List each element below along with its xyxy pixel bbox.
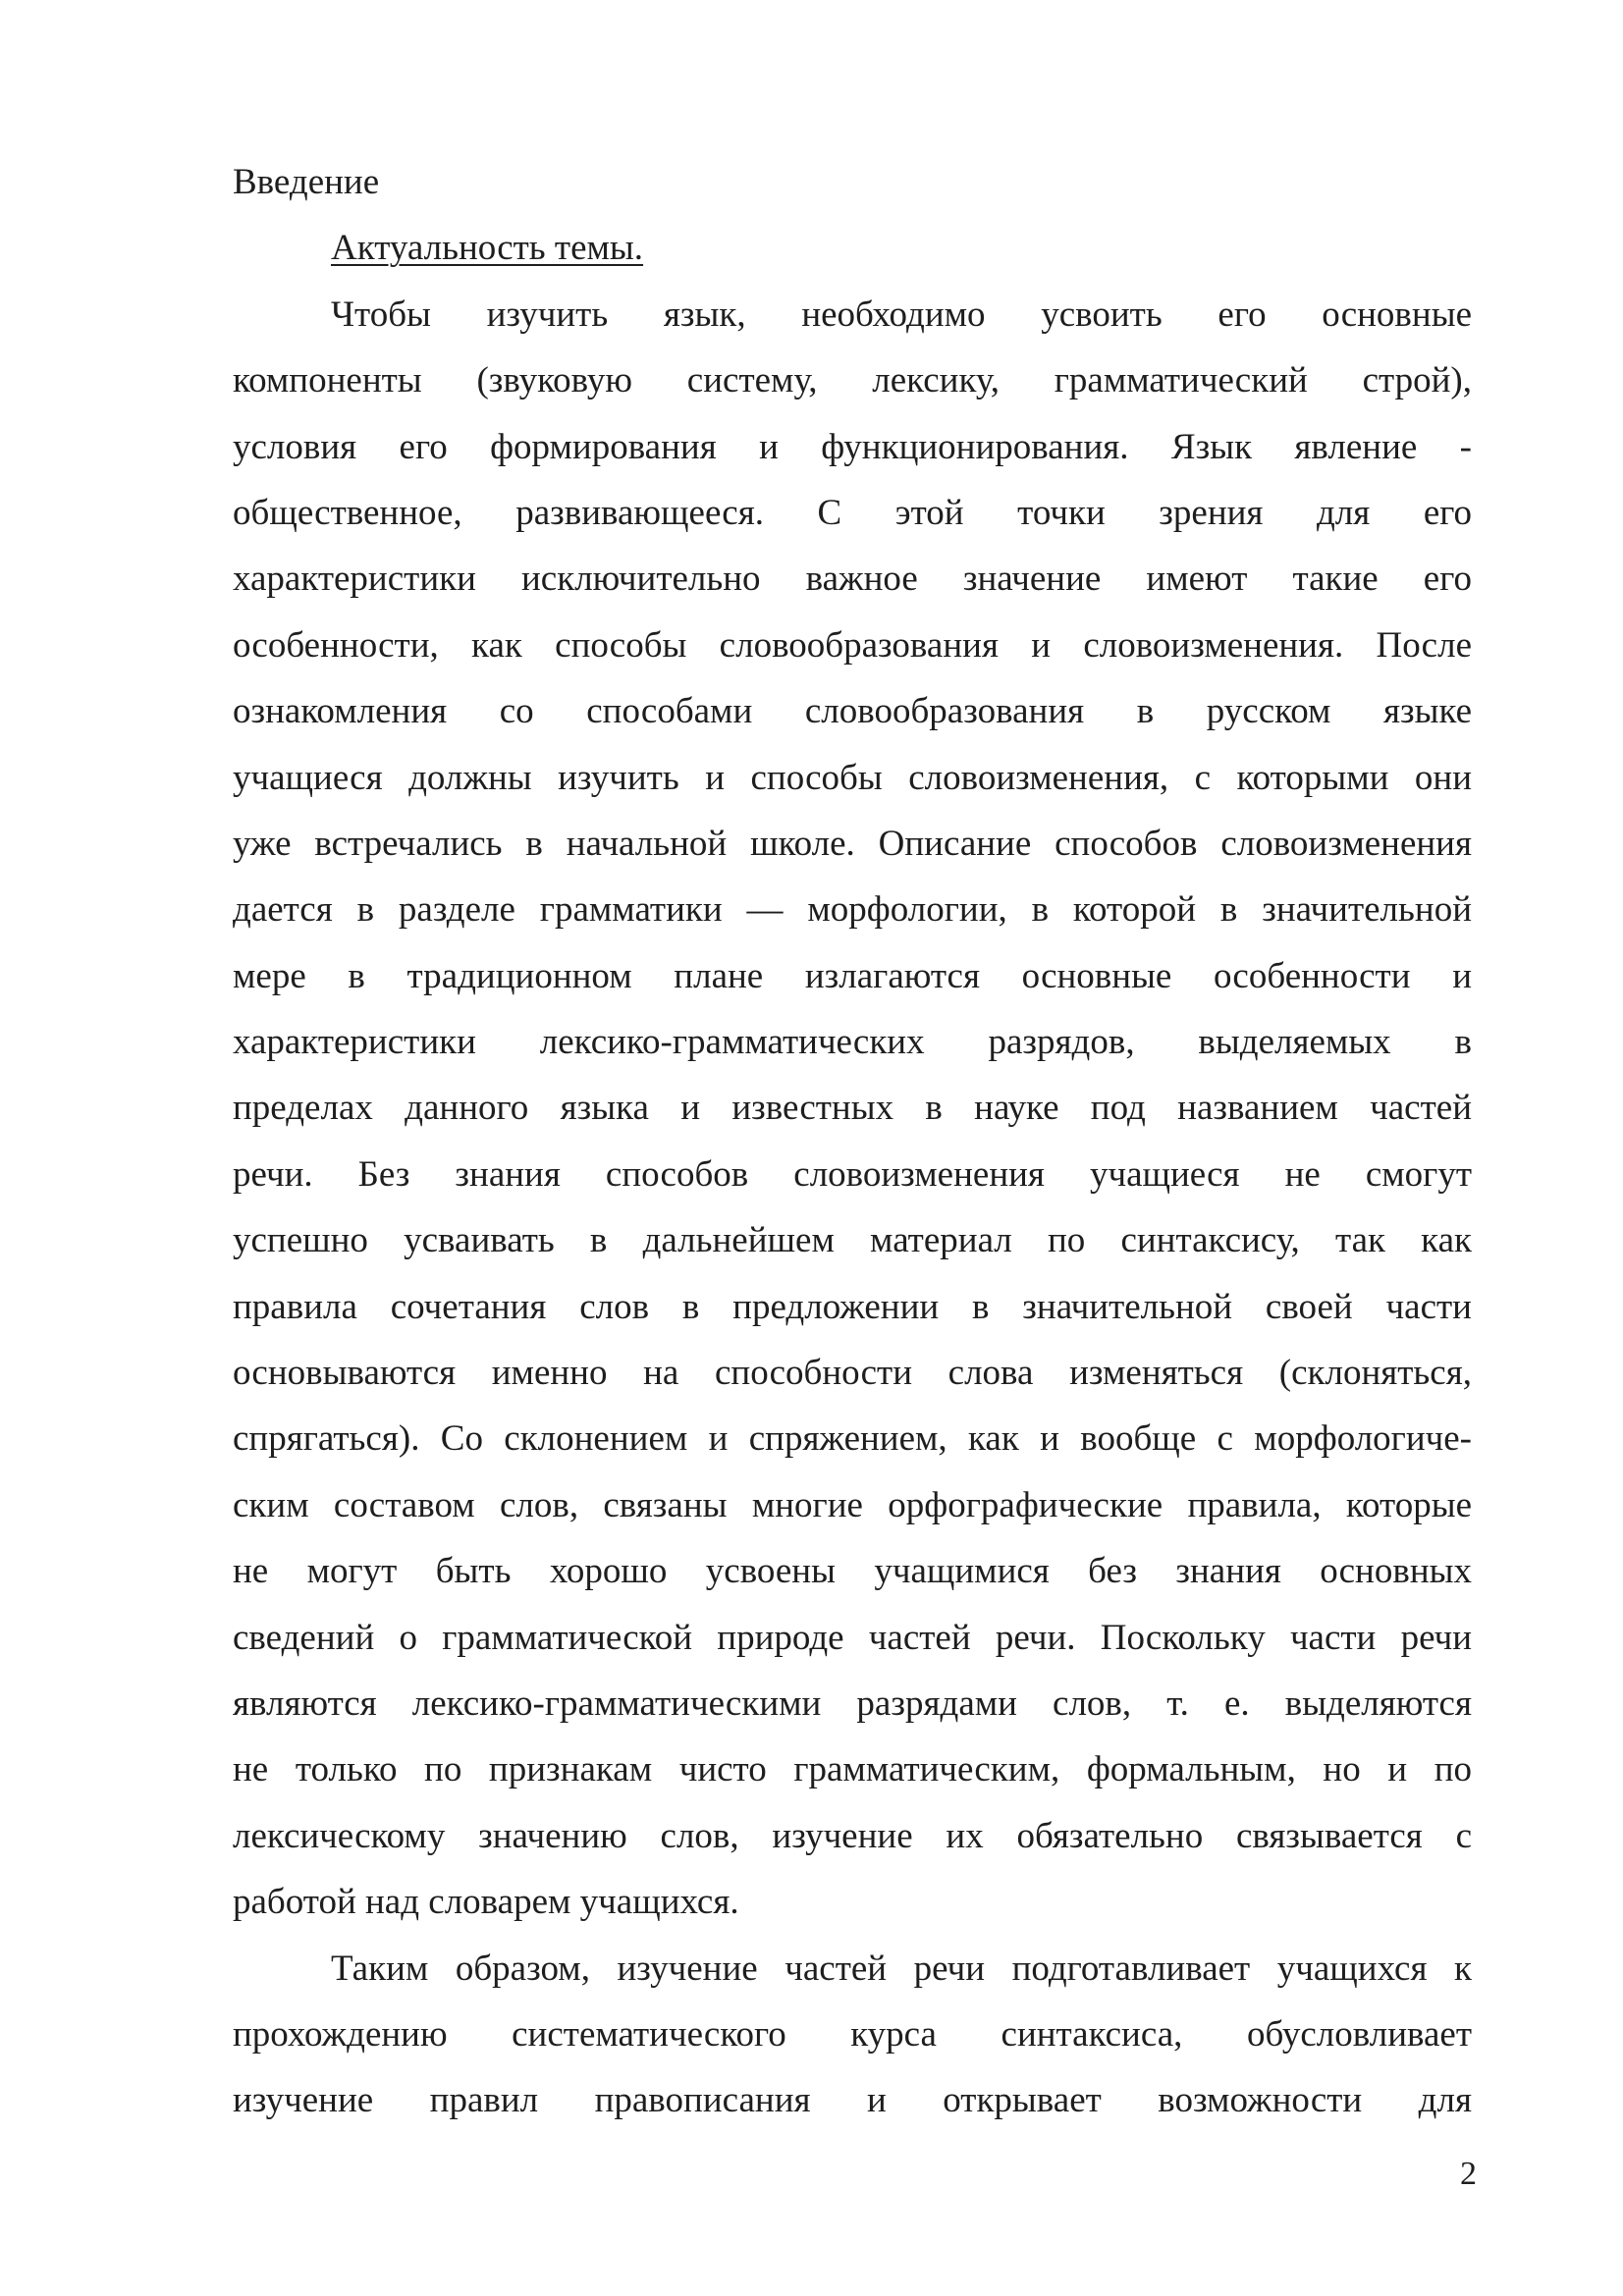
paragraph-line: Таким образом, изучение частей речи подготавливает учащихся к [331,1948,1472,1989]
paragraph-2 [233,1936,1472,2134]
page-number: 2 [1460,2156,1477,2192]
topic-subheading-line [233,215,1472,281]
paragraph-line: условия его формирования и функционирования. Язык явление - [233,426,1472,467]
paragraph-line: общественное, развивающееся. С этой точки зрения для его [233,492,1472,533]
paragraph-line: правила сочетания слов в предложении в значительной своей части [233,1286,1472,1327]
paragraph-line: спрягаться). Со склонением и спряжением, как и вообще с морфологиче- [233,1418,1472,1460]
paragraph-line: Чтобы изучить язык, необходимо усвоить его основные [331,294,1472,335]
paragraph-line: успешно усваивать в дальнейшем материал по синтаксису, так как [233,1220,1472,1261]
paragraph-line: мере в традиционном плане излагаются основные особенности и [233,955,1472,996]
paragraph-line: уже встречались в начальной школе. Описание способов словоизменения [233,823,1472,864]
paragraph-line: компоненты (звуковую систему, лексику, грамматический строй), [233,360,1472,401]
paragraph-line: прохождению систематического курса синтаксиса, обусловливает [233,2013,1472,2055]
paragraph-1 [233,282,1472,1936]
paragraph-line: не могут быть хорошо усвоены учащимися без знания основных [233,1551,1472,1592]
paragraph-line: особенности, как способы словообразования и словоизменения. После [233,624,1472,666]
page-content [233,149,1472,2134]
paragraph-line: характеристики исключительно важное значение имеют такие его [233,559,1472,600]
paragraph-line: основываются именно на способности слова изменяться (склоняться, [233,1353,1472,1394]
paragraph-line: являются лексико-грамматическими разрядами слов, т. е. выделяются [233,1682,1472,1724]
topic-subheading: Актуальность темы. [331,228,644,269]
paragraph-line: сведений о грамматической природе частей речи. Поскольку части речи [233,1617,1472,1658]
paragraph-line: ским составом слов, связаны многие орфографические правила, которые [233,1484,1472,1525]
paragraph-line: лексическому значению слов, изучение их обязательно связывается с [233,1815,1472,1856]
paragraph-line: пределах данного языка и известных в науке под названием частей [233,1088,1472,1129]
paragraph-line: не только по признакам чисто грамматическим, формальным, но и по [233,1749,1472,1790]
paragraph-line: дается в разделе грамматики — морфологии, в которой в значительной [233,889,1472,931]
paragraph-line: изучение правил правописания и открывает возможности для [233,2080,1472,2121]
paragraph-line: характеристики лексико-грамматических разрядов, выделяемых в [233,1022,1472,1063]
paragraph-line: ознакомления со способами словообразования в русском языке [233,691,1472,732]
section-heading: Введение [233,162,380,202]
paragraph-line: учащиеся должны изучить и способы словоизменения, с которыми они [233,757,1472,798]
paragraph-line: работой над словарем учащихся. [233,1882,739,1923]
paragraph-line: речи. Без знания способов словоизменения учащиеся не смогут [233,1153,1472,1195]
